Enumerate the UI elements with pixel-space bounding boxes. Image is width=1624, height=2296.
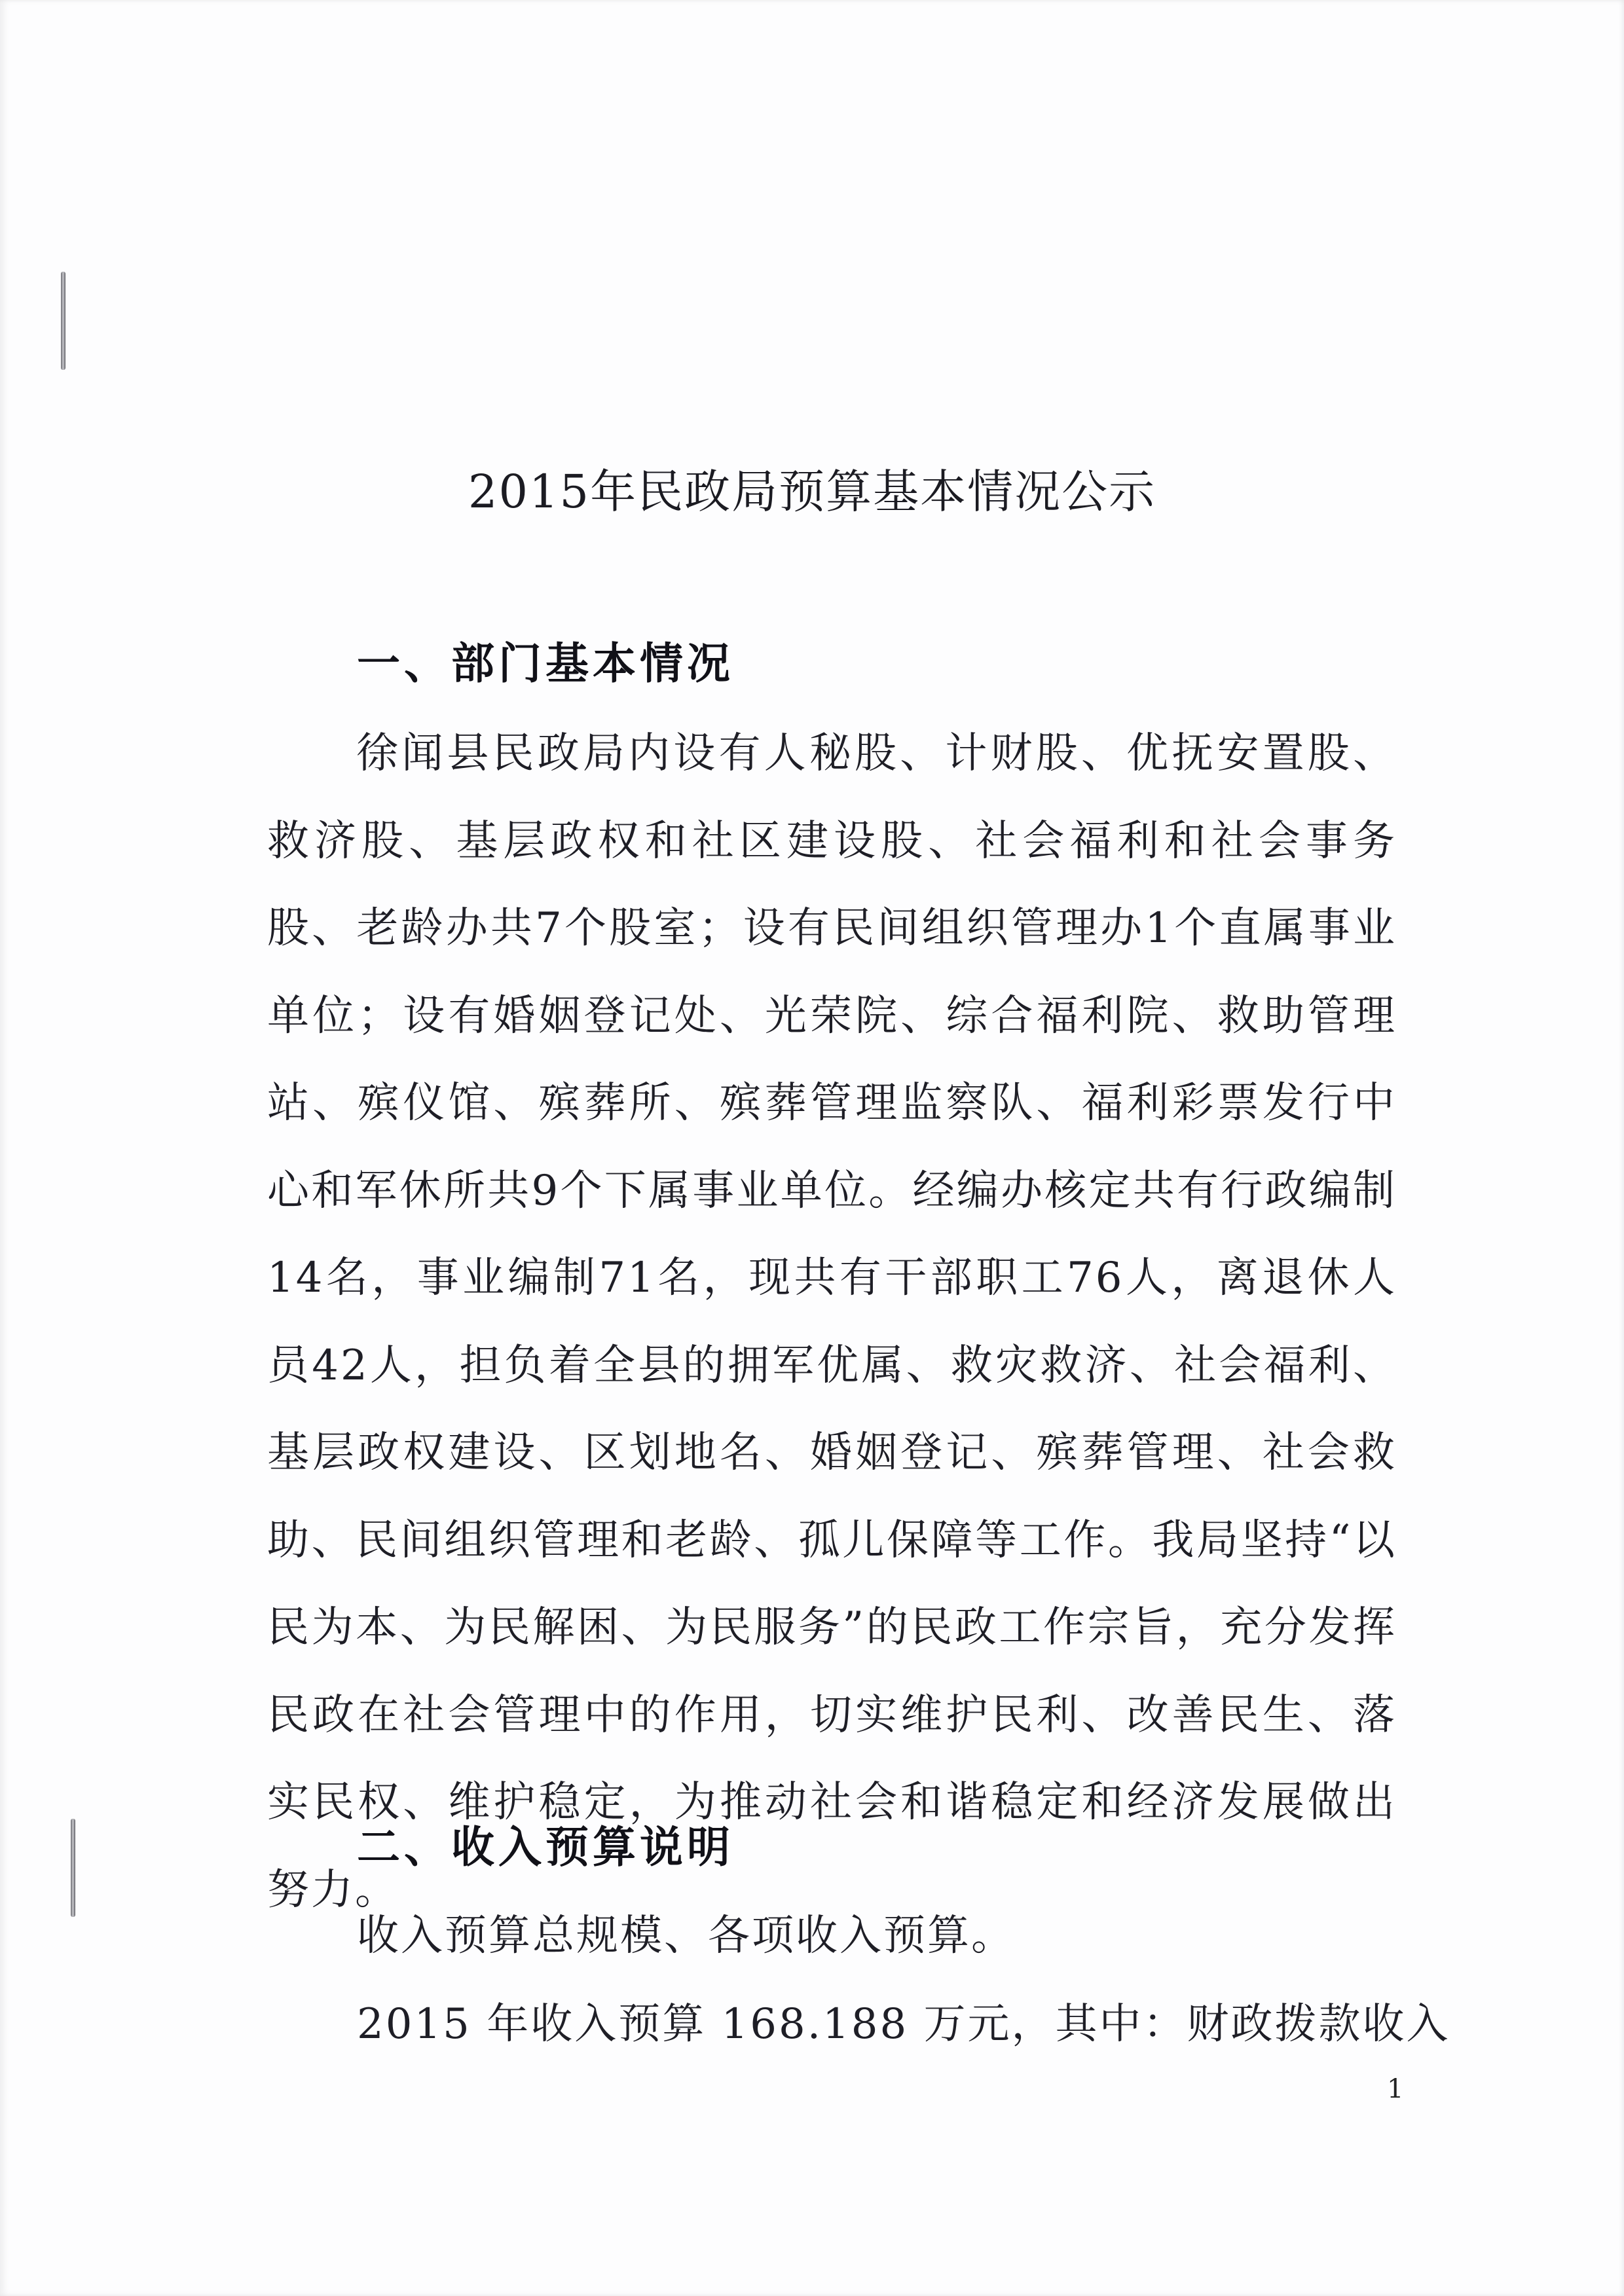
page-number: 1 bbox=[1387, 2074, 1404, 2104]
staple-bottom bbox=[71, 1819, 75, 1917]
section-heading-income: 二、收入预算说明 bbox=[357, 1822, 734, 1872]
staple-top bbox=[61, 272, 65, 370]
section-heading-department: 一、部门基本情况 bbox=[357, 638, 734, 689]
income-budget-line: 2015 年收入预算 168.188 万元，其中：财政拨款收入 bbox=[357, 2000, 1450, 2049]
income-intro-line: 收入预算总规模、各项收入预算。 bbox=[357, 1912, 1015, 1960]
department-paragraph: 徐闻县民政局内设有人秘股、计财股、优抚安置股、救济股、基层政权和社区建设股、社会福利和社会事务股、老龄办共7个股室；设有民间组织管理办1个直属事业单位；设有婚姻登记处、光荣院、综合福利院、救助管理站、殡仪馆、殡葬所、殡葬管理监察队、福利彩票发行中心和军休所共9个下属事业单位。经编办核定共有行政编制14名，事业编制71名，现共有干部职工76人，离退休人员42人，担负着全县的拥军优属、救灾救济、社会福利、基层政权建设、区划地名、婚姻登记、殡葬管理、社会救助、民间组织管理和老龄、孤儿保障等工作。我局坚持“以民为本、为民解困、为民服务”的民政工作宗旨，充分发挥民政在社会管理中的作用，切实维护民利、改善民生、落实民权、维护稳定，为推动社会和谐稳定和经济发展做出努力。 bbox=[267, 729, 1397, 1914]
document-title: 2015年民政局预算基本情况公示 bbox=[468, 465, 1156, 519]
